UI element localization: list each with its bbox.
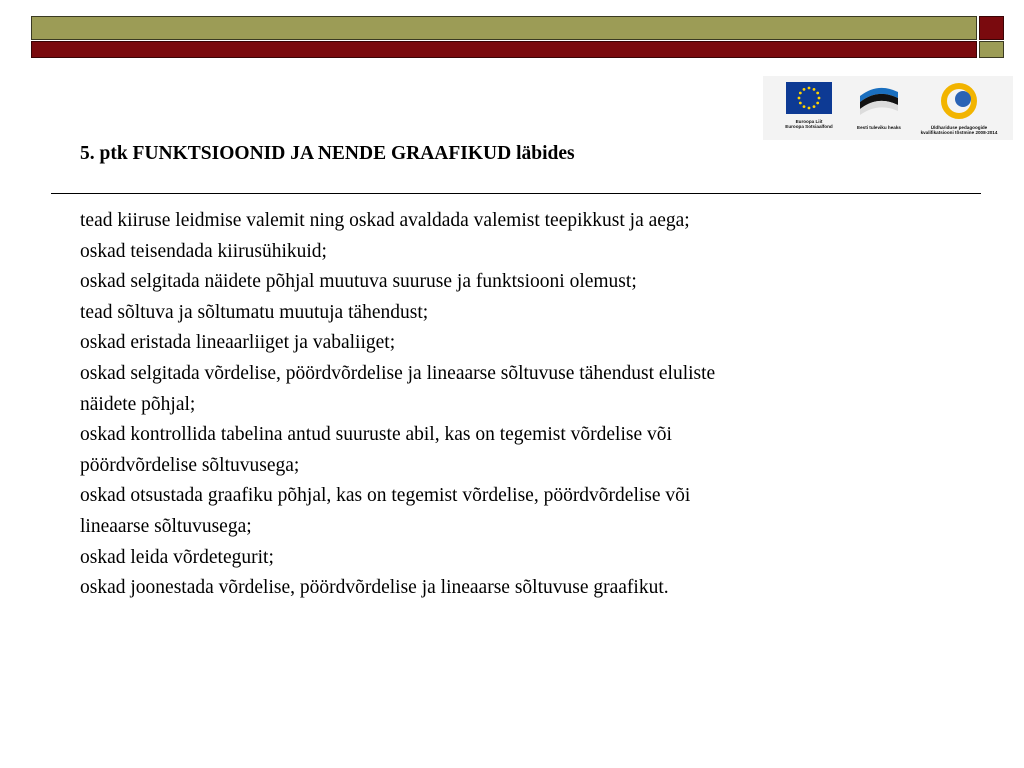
eesti-logo bbox=[849, 82, 909, 130]
corner-square-red bbox=[979, 16, 1004, 40]
list-item: pöördvõrdelise sõltuvusega; bbox=[80, 454, 300, 476]
eu-star-icon bbox=[816, 102, 819, 105]
list-item: oskad eristada lineaarliiget ja vabaliiget; bbox=[80, 332, 396, 354]
program-caption-2: kvalifikatsiooni tõstmine 2008-2014 bbox=[920, 130, 998, 136]
eu-star-icon bbox=[816, 92, 819, 95]
eesti-caption: Eesti tuleviku heaks bbox=[857, 125, 901, 130]
corner-square-olive bbox=[979, 41, 1004, 58]
title-divider bbox=[51, 193, 981, 194]
list-item: oskad leida võrdetegurit; bbox=[80, 546, 274, 568]
list-item: oskad otsustada graafiku põhjal, kas on tegemist võrdelise, pöördvõrdelise või bbox=[80, 485, 691, 507]
eu-star-icon bbox=[808, 107, 811, 110]
list-item: oskad joonestada võrdelise, pöördvõrdelise ja lineaarse sõltuvuse graafikut. bbox=[80, 577, 669, 599]
eu-star-icon bbox=[818, 97, 821, 100]
list-item: näidete põhjal; bbox=[80, 393, 196, 415]
slide-title: 5. ptk FUNKTSIOONID JA NENDE GRAAFIKUD läbides bbox=[80, 143, 575, 164]
list-item: lineaarse sõltuvusega; bbox=[80, 515, 252, 537]
estonian-flag-swoosh-icon bbox=[856, 82, 902, 120]
list-item: oskad selgitada võrdelise, pöördvõrdelise ja lineaarse sõltuvuse tähendust eluliste bbox=[80, 362, 716, 384]
eu-star-icon bbox=[799, 92, 802, 95]
eu-star-icon bbox=[813, 105, 816, 108]
list-item: oskad selgitada näidete põhjal muutuva suuruse ja funktsiooni olemust; bbox=[80, 271, 637, 293]
top-bar-red bbox=[31, 41, 977, 58]
eu-flag-icon bbox=[786, 82, 832, 114]
list-item: tead kiiruse leidmise valemit ning oskad avaldada valemist teepikkust ja aega; bbox=[80, 210, 690, 231]
learning-outcomes-list bbox=[80, 206, 980, 604]
eu-star-icon bbox=[813, 88, 816, 91]
sponsor-logos bbox=[763, 76, 1013, 140]
circle-emblem-icon bbox=[939, 82, 979, 120]
list-item: tead sõltuva ja sõltumatu muutuja tähendust; bbox=[80, 301, 429, 323]
eu-star-icon bbox=[799, 102, 802, 105]
eu-star-icon bbox=[803, 105, 806, 108]
list-item: oskad kontrollida tabelina antud suuruste abil, kas on tegemist võrdelise või bbox=[80, 424, 672, 446]
program-logo bbox=[911, 82, 1007, 135]
program-caption-1: Üldhariduse pedagoogide bbox=[930, 125, 988, 130]
top-bar-olive bbox=[31, 16, 977, 40]
eu-caption-2: Euroopa Sotsiaalfond bbox=[785, 124, 833, 130]
eu-star-icon bbox=[798, 97, 801, 100]
eu-star-icon bbox=[803, 88, 806, 91]
list-item: oskad teisendada kiirusühikuid; bbox=[80, 240, 327, 262]
eu-star-icon bbox=[808, 87, 811, 90]
eu-caption-1: Euroopa Liit bbox=[795, 119, 823, 124]
eu-logo bbox=[779, 82, 839, 129]
